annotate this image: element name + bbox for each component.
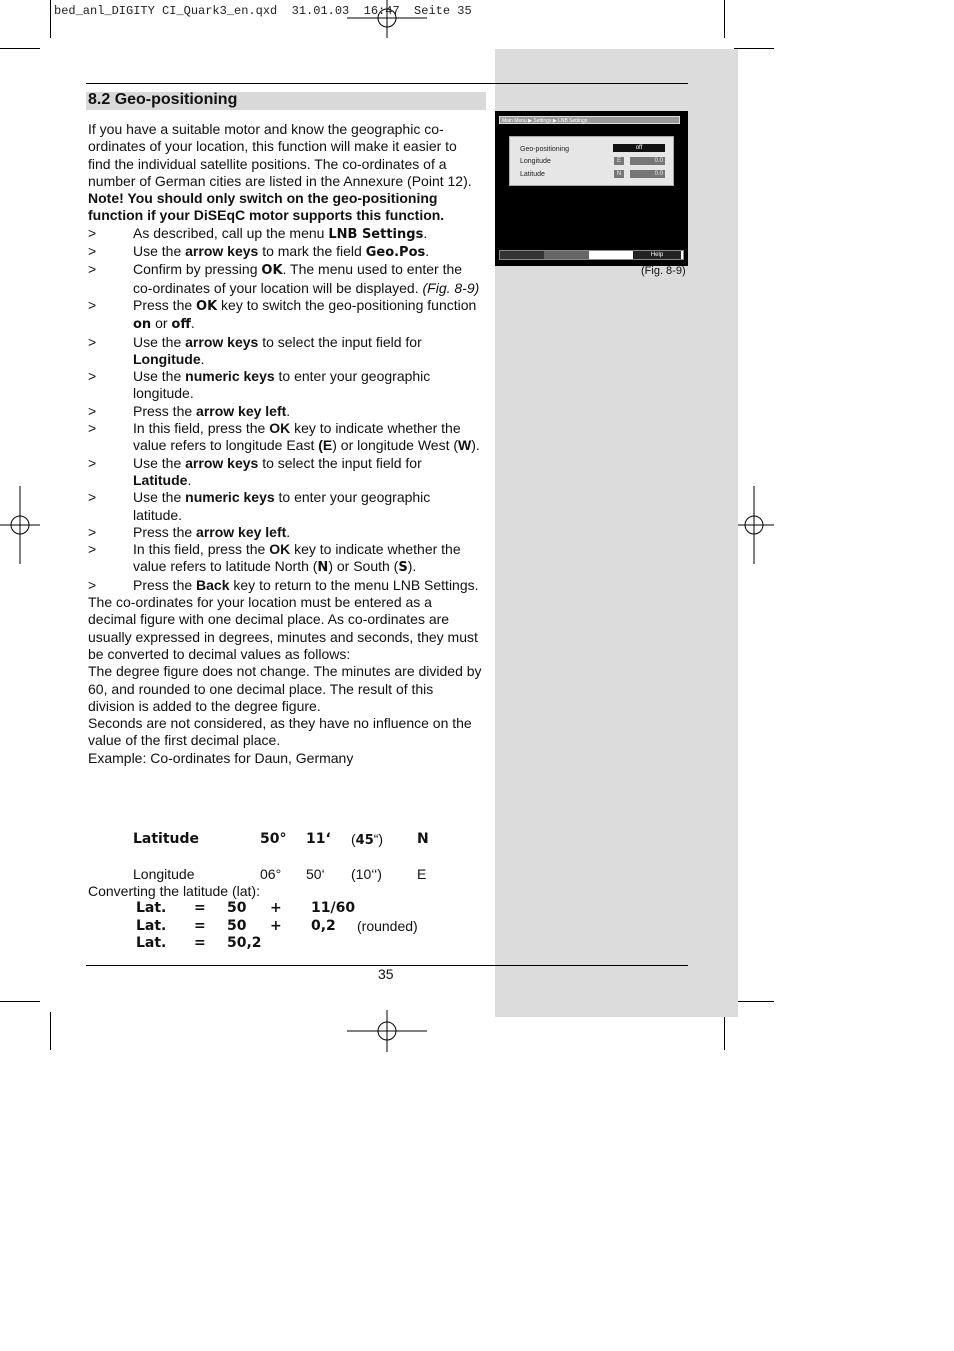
step-text-part: OK	[269, 541, 291, 558]
calc-op: +	[270, 900, 282, 916]
calc-b: 0,2	[311, 917, 336, 934]
step-text-part: Use the	[133, 333, 186, 350]
step-text	[133, 524, 483, 541]
step-text-part: (E	[318, 437, 333, 454]
step-bullet: >	[88, 489, 97, 506]
screen-button-yellow[interactable]	[589, 251, 633, 259]
step-item	[88, 403, 483, 420]
step-text-part: . The menu used to enter the co-ordinates of your location will be displayed.	[133, 261, 463, 296]
step-text-part: to mark the field	[258, 243, 366, 260]
file-slug: bed_anl_DIGITY CI_Quark3_en.qxd 31.01.03 16:47 Seite 35	[54, 4, 472, 18]
step-item	[88, 261, 483, 297]
step-item	[88, 368, 483, 403]
step-text-part: (Fig. 8-9)	[422, 279, 480, 296]
step-bullet: >	[88, 523, 97, 540]
lat-sec-open: (	[351, 831, 356, 847]
lon-min: 50‘	[306, 866, 325, 882]
step-bullet: >	[88, 333, 97, 350]
step-text-part: .	[286, 523, 291, 540]
paragraph-3: Seconds are not considered, as they have no influence on the value of the first decimal place.	[88, 715, 472, 749]
screen-button-help[interactable]: Help	[633, 251, 681, 259]
top-rule	[86, 83, 688, 84]
step-text-part: arrow key left	[196, 402, 287, 419]
step-text-part: .	[190, 315, 195, 332]
step-text	[133, 403, 483, 420]
crop-mark	[724, 1012, 725, 1050]
step-text-part: S	[398, 560, 408, 576]
step-text	[133, 420, 483, 455]
step-bullet: >	[88, 224, 97, 241]
converting-line: Converting the latitude (lat):	[88, 883, 260, 899]
step-text	[133, 489, 483, 524]
step-text	[133, 368, 483, 403]
registration-mark-bottom	[347, 1010, 427, 1052]
calc-eq: =	[194, 900, 206, 916]
step-text-part: ).	[471, 437, 480, 454]
step-text-part: In this field, press the	[133, 541, 270, 558]
lon-dir: E	[417, 866, 427, 882]
step-bullet: >	[88, 420, 97, 437]
step-text-part: In this field, press the	[133, 420, 270, 437]
step-text-part: Press the	[133, 523, 197, 540]
screen-button-red[interactable]	[500, 251, 544, 259]
lat-min: 11‘	[306, 831, 331, 847]
step-text-part: key to indicate whether the value refers to longitude East	[133, 420, 461, 454]
calc-a: 50	[227, 900, 247, 916]
step-text-part: .	[187, 471, 192, 488]
calc-a: 50	[227, 917, 247, 934]
step-text-part: Press the	[133, 402, 197, 419]
crop-mark	[734, 48, 774, 49]
step-text-part: Geo.Pos	[365, 245, 426, 261]
crop-mark	[50, 0, 51, 38]
lat-label: Latitude	[133, 831, 200, 847]
step-text	[133, 577, 483, 594]
step-text	[133, 261, 483, 297]
calc-lhs: Lat.	[136, 935, 167, 951]
screen-value-latitude[interactable]: 0.0	[630, 170, 665, 178]
step-text-part: .	[425, 243, 430, 260]
step-text	[133, 297, 483, 334]
step-text-part: OK	[261, 263, 283, 279]
step-text-part: .	[286, 402, 291, 419]
step-text-part: Use the	[133, 368, 186, 385]
step-text-part: to enter your geographic latitude.	[133, 489, 431, 523]
registration-mark-top	[347, 0, 427, 40]
calc-b: 11/60	[311, 900, 356, 916]
screen-button-bar	[499, 250, 684, 260]
lat-deg: 50°	[260, 831, 287, 847]
step-text-part: arrow key left	[196, 523, 287, 540]
screen-flag-longitude[interactable]: E	[614, 157, 624, 165]
step-text-part: arrow keys	[185, 243, 259, 260]
step-text-part: ) or longitude West (	[332, 437, 459, 454]
screen-label-longitude: Longitude	[520, 158, 551, 165]
step-item	[88, 225, 483, 243]
note-paragraph: Note! You should only switch on the geo-positioning function if your DiSEqC motor supports this function.	[88, 190, 445, 224]
step-text-part: LNB Settings	[328, 226, 424, 242]
step-bullet: >	[88, 368, 97, 385]
steps-list	[88, 225, 483, 594]
step-text-part: OK	[269, 420, 291, 437]
step-item	[88, 455, 483, 490]
step-text-part: key to return to the menu LNB Settings.	[229, 576, 479, 593]
screen-menu-box	[509, 136, 674, 186]
step-text-part: N	[317, 560, 329, 576]
step-text-part: off	[171, 317, 191, 333]
intro-paragraph: If you have a suitable motor and know the geographic co-ordinates of your location, this function will make it easier to find the individual satellite positions. The co-ordinates of a number of German cities are listed in the Annexure (Point 12).	[88, 121, 472, 189]
calc-op: +	[270, 917, 282, 934]
step-text-part: numeric keys	[185, 489, 275, 506]
step-text	[133, 243, 483, 261]
crop-mark	[734, 1001, 774, 1002]
lat-dir: N	[417, 831, 429, 847]
step-text-part: ) or South (	[328, 558, 399, 575]
registration-mark-right	[734, 486, 774, 564]
lat-sec-value: 45	[355, 833, 374, 848]
screen-breadcrumb: Main Menu ▶ Settings ▶ LNB Settings	[499, 116, 680, 124]
lon-sec: (10‘‘)	[351, 866, 382, 882]
screen-label-latitude: Latitude	[520, 171, 545, 178]
step-text-part: ).	[407, 558, 417, 575]
step-text-part: Use the	[133, 454, 186, 471]
step-bullet: >	[88, 541, 97, 558]
step-bullet: >	[88, 454, 97, 471]
crop-mark	[0, 1001, 40, 1002]
step-text-part: Use the	[133, 243, 186, 260]
body-text	[88, 121, 483, 767]
screen-label-geo: Geo-positioning	[520, 146, 570, 153]
step-item	[88, 297, 483, 334]
lon-label: Longitude	[133, 866, 195, 882]
step-text-part: .	[423, 224, 428, 241]
step-text-part: to enter your geographic longitude.	[133, 368, 431, 402]
screen-value-longitude[interactable]: 0.0	[630, 157, 665, 165]
step-item	[88, 420, 483, 455]
calc-eq: =	[194, 935, 206, 951]
page-number: 35	[378, 966, 394, 982]
step-text	[133, 225, 483, 243]
calc-note: (rounded)	[357, 917, 418, 934]
step-text	[133, 334, 483, 369]
calc-eq: =	[194, 917, 206, 934]
paragraph-1: The co-ordinates for your location must be entered as a decimal figure with one decimal place. As co-ordinates are usually expressed in degrees, minutes and seconds, they must be converted to decimal values as follows:	[88, 594, 478, 662]
step-bullet: >	[88, 243, 97, 260]
screen-button-green[interactable]	[544, 251, 589, 259]
step-bullet: >	[88, 261, 97, 278]
tv-screen	[495, 111, 688, 266]
step-text-part: key to switch the geo-positioning function	[217, 296, 477, 313]
step-text-part: Latitude	[133, 471, 188, 488]
step-text-part: Back	[196, 576, 230, 593]
step-text-part: Press the	[133, 296, 197, 313]
calc-a: 50,2	[227, 935, 262, 951]
lat-sec-close: “)	[373, 831, 384, 847]
step-item	[88, 334, 483, 369]
step-bullet: >	[88, 296, 97, 313]
paragraph-2: The degree figure does not change. The minutes are divided by 60, and rounded to one decimal place. The result of this division is added to the degree figure.	[88, 663, 482, 714]
step-text-part: Press the	[133, 576, 197, 593]
step-item	[88, 489, 483, 524]
step-bullet: >	[88, 402, 97, 419]
step-text-part: W	[458, 437, 472, 454]
figure-caption: (Fig. 8-9)	[641, 265, 686, 277]
step-text-part: on	[133, 317, 152, 333]
calc-lhs: Lat.	[136, 900, 167, 916]
step-text-part: Longitude	[133, 350, 201, 367]
screen-value-geo[interactable]: off	[613, 144, 665, 152]
step-text-part: Confirm by pressing	[133, 261, 262, 278]
step-text-part: arrow keys	[185, 454, 259, 471]
step-text	[133, 455, 483, 490]
step-text-part: numeric keys	[185, 368, 275, 385]
step-item	[88, 577, 483, 594]
step-text-part: key to indicate whether the value refers to latitude North (	[133, 541, 461, 575]
step-text-part: to select the input field for	[258, 333, 422, 350]
step-text-part: As described, call up the menu	[133, 224, 329, 241]
section-heading: 8.2 Geo-positioning	[88, 91, 238, 108]
step-item	[88, 243, 483, 261]
example-line: Example: Co-ordinates for Daun, Germany	[88, 749, 354, 766]
calc-lhs: Lat.	[136, 917, 167, 934]
crop-mark	[50, 1012, 51, 1050]
registration-mark-left	[0, 486, 40, 564]
screen-flag-latitude[interactable]: N	[614, 170, 624, 178]
step-item	[88, 541, 483, 577]
crop-mark	[0, 48, 40, 49]
lat-sec	[351, 831, 383, 848]
step-text-part: arrow keys	[185, 333, 259, 350]
step-bullet: >	[88, 576, 97, 593]
step-text-part: OK	[196, 298, 218, 314]
step-text-part: .	[200, 350, 205, 367]
step-item	[88, 524, 483, 541]
step-text-part: or	[151, 315, 172, 332]
crop-mark	[724, 0, 725, 38]
step-text	[133, 541, 483, 577]
step-text-part: Use the	[133, 489, 186, 506]
step-text-part: to select the input field for	[258, 454, 422, 471]
lon-deg: 06°	[260, 866, 282, 882]
